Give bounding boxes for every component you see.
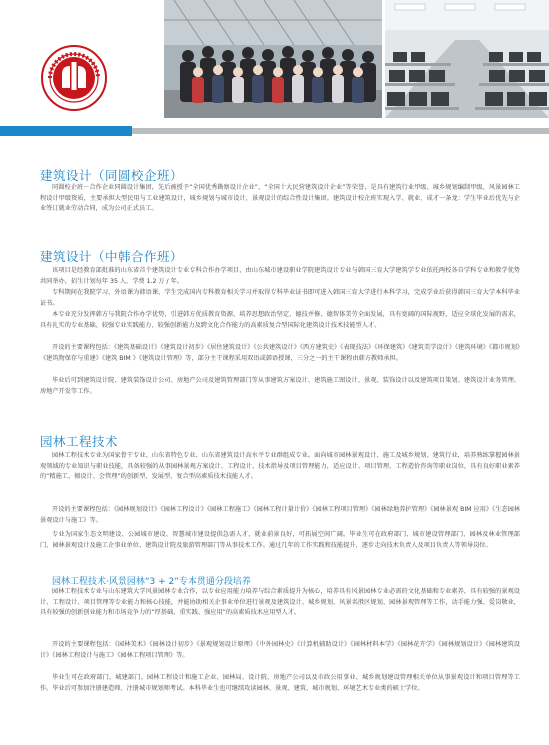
section-paragraph: 同圆校企班－合作企业同圆设计集团，先后被授予“全国优秀勘察设计企业”、“全国十大民营建筑设计企业”等荣誉，是具有建筑行业甲级、城乡规划编制甲级、风景园林工程设计甲级资质，主要承担大型民用与工业建筑设计，城乡规划与城市设计，景观设计的综合性设计集团。建筑设计校企班实现入学、就业、成才一条龙：学生毕业后优先与企业签订就业劳动合同，成为公司正式员工。 <box>40 184 520 213</box>
section-paragraph: 毕业生可在政府部门、城建部门、园林工程设计和施工企业、园林局、设计院、房地产公司以及市政公用事业、城乡规划建设管理相关单位从事景观设计和项目管理等工作。毕业后可参加注册建造师、注册城市规划师考试。本科毕业生也可继续攻读园林、景观、建筑、城市规划、环境艺术专业类的硕士学位。 <box>40 674 520 692</box>
divider-accent-bar <box>0 126 132 136</box>
section-paragraph: 该项目是经教育部批准的山东省首个建筑设计专业专科合作办学项目，由山东城市建设职业学院建筑设计专业与韩国三育大学建筑学专业依托两校各自学科专业和教学优势共同举办，招生计划每年 35 人，学费 1.2 万 / 年。 <box>40 267 520 285</box>
group-photo-image <box>164 0 382 118</box>
section-paragraph: 专业为国家生态文明建设、公园城市建设、智慧城市建设提供急需人才，就业前景良好，可拓展空间广阔。毕业生可在政府部门、城市建设管理部门、园林及林业管理部门、园林景观设计及施工企事业单位、建筑设计院及旅游管理部门等从事技术工作。通过几年的工作实践和技能提升，逐步走向技术负责人及项目负责人等领导岗位。 <box>40 531 520 549</box>
section-paragraph: 园林工程技术专业与山东建筑大学风景园林专业合作，以专业应用能力培养与综合素质提升为核心，培养具有风景园林专业必需的文化基础和专业素养，具有较强的景观设计、工程设计、项目管理等专业能力和核心技能，并能协助相关企事业单位进行景观及建筑设计、城乡规划、风景名胜区规划、园林景观管理等工作，动手能力强、爱岗敬业，具有较强的创新创业能力和市场竞争力的“厚基础、重实践、强应用”的高素质技术应用型人才。 <box>40 588 520 617</box>
section-paragraph: 毕业后可到建筑设计院、建筑装饰设计公司、房地产公司及建筑管理部门等从事建筑方案设计、建筑施工图设计、景观、装饰设计以及建筑项目策划、建筑设计业务管理、房地产开发等工作。 <box>40 377 520 395</box>
section-title-sino-korean: 建筑设计（中韩合作班） <box>40 249 184 264</box>
section-paragraph: 开设的主要课程包括：《园林规划设计》《园林工程设计》《园林工程施工》《园林工程计量计价》《园林工程项目管理》《园林绿地养护管理》《园林景观 BIM 应用》《生态园林景观设计与施工》等。 <box>40 506 520 524</box>
divider-gray-bar <box>132 128 549 134</box>
subsection-title-3plus2: 园林工程技术·风景园林“3 + 2”专本贯通分段培养 <box>52 577 251 587</box>
section-paragraph: 本专业充分发挥韩方与我院合作办学优势，引进韩方优质教育资源，培养思想政治坚定、德技并修、德智体美劳全面发展，具有宽阔的国际视野，适应全球化发展的需求，具有扎实的专业基础、较强专业实践能力、较强创新能力及跨文化合作能力的高素质复合型国际化建筑设计技术技能型人才。 <box>40 311 520 329</box>
school-emblem-icon <box>40 44 108 112</box>
page-header <box>0 0 549 125</box>
section-title-tongyuan: 建筑设计（同圆校企班） <box>40 168 184 183</box>
section-paragraph: 专科期间在我院学习，外语课为韩语课，学生完成国内专科教育相关学习并取得专科毕业证书即可进入韩国三育大学进行本科学习，完成学业后获得韩国三育大学本科毕业证书。 <box>40 289 520 307</box>
computer-lab-image <box>385 0 549 118</box>
section-title-landscape: 园林工程技术 <box>40 434 119 449</box>
section-paragraph: 园林工程技术专业为国家骨干专业、山东省特色专业、山东省建筑设计高水平专业群组成专业。面向城市园林景观设计、施工及城乡规划、建筑行业，培养熟练掌握园林景观领域的专业知识与职业技能，具备较强的从事园林景观方案设计、工程设计、技术指导及项目管理能力，适应设计、项目管理、工程造价咨询等职业岗位，具有良好职业素养的“精施工、擅设计、会管理”的创新型、发展型、复合型高素质技术技能人才。 <box>40 452 520 481</box>
section-paragraph: 开设的主要课程包括：《建筑基础设计》《建筑设计初步》《居住建筑设计》《公共建筑设计》《西方建筑史》《表现技法》《环保建筑》《建筑美学设计》《建筑环境》《都市规划》《建筑物保存与重建》《建筑 BIM 》《建筑设计管理》等，部分主干课程采用双语或韩语授课，三分之一的主干课程由韩方教师承担。 <box>40 344 520 362</box>
section-paragraph: 开设的主要课程包括：《园林美术》《园林设计初步》《景观规划设计原理》《中外园林史》《计算机辅助设计》《园林材料本学》《园林花卉学》《园林规划设计》《园林建筑设计》《园林工程设计与施工》《园林工程项目管理》等。 <box>40 641 520 659</box>
header-divider <box>0 126 549 136</box>
